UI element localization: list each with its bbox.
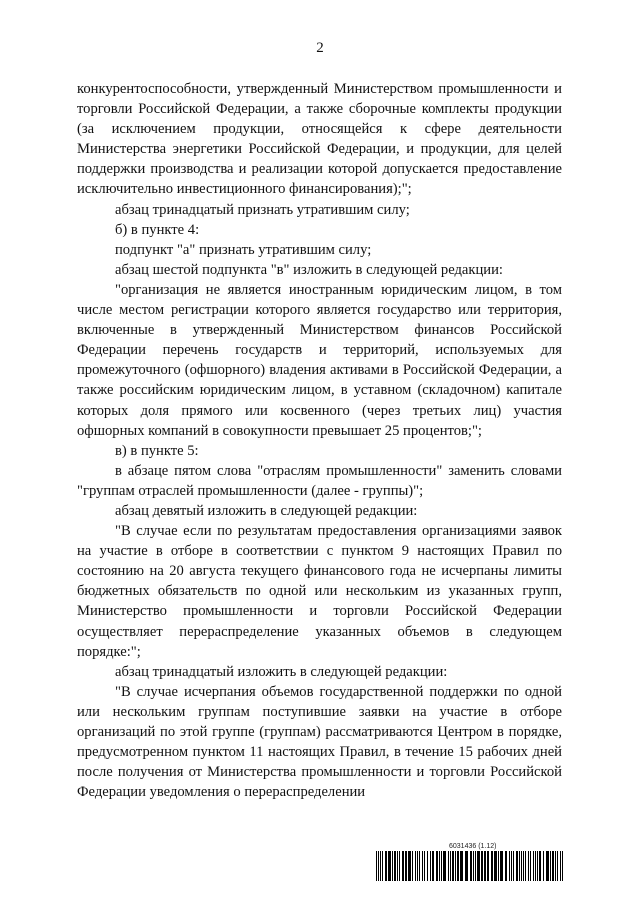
- paragraph: в абзаце пятом слова "отраслям промышленности" заменить словами "группам отраслей промышленности (далее - группы)";: [77, 462, 562, 499]
- paragraph: "В случае исчерпания объемов государственной поддержки по одной или нескольким группам поступившие заявки на участие в отборе организаций по этой группе (группам) рассматриваются Центром в порядке, предусмотренном пунктом 11 настоящих Правил, в течение 15 рабочих дней после получения от Министерства промышленности и торговли Российской Федерации уведомления о перераспределении: [77, 683, 562, 801]
- document-body: [77, 79, 562, 802]
- document-code: 6031436 (1.12): [449, 843, 497, 850]
- paragraph: в) в пункте 5:: [115, 442, 199, 459]
- paragraph: абзац тринадцатый изложить в следующей редакции:: [115, 663, 448, 680]
- barcode-image: [376, 851, 566, 881]
- paragraph: абзац тринадцатый признать утратившим силу;: [115, 201, 410, 218]
- paragraph: конкурентоспособности, утвержденный Министерством промышленности и торговли Российской Федерации, а также сборочные комплекты продукции (за исключением продукции, относящейся к сфере деятельности Министерства энергетики Российской Федерации, и продукции, для целей поддержки производства и реализации которой допускается предоставление исключительно инвестиционного финансирования);";: [77, 81, 562, 198]
- paragraph: "В случае если по результатам предоставления организациями заявок на участие в отборе в соответствии с пунктом 9 настоящих Правил по состоянию на 20 августа текущего финансового года не исчерпаны лимиты бюджетных обязательств по одной или нескольким из указанных групп, Министерство промышленности и торговли Российской Федерации осуществляет перераспределение указанных объемов в следующем порядке:";: [77, 523, 562, 660]
- page-number: 2: [316, 40, 324, 56]
- paragraph: "организация не является иностранным юридическим лицом, в том числе местом регистрации которого является государство или территория, включенные в утвержденный Министерством финансов Российской Федерации перечень государств и территорий, используемых для промежуточного (офшорного) владения активами в Российской Федерации, а также российским юридическим лицом, в уставном (складочном) капитале которых доля прямого или косвенного (через третьих лиц) участия офшорных компаний в совокупности превышает 25 процентов;";: [77, 281, 562, 439]
- paragraph: подпункт "а" признать утратившим силу;: [115, 241, 372, 258]
- paragraph: б) в пункте 4:: [115, 221, 200, 238]
- paragraph: абзац девятый изложить в следующей редакции:: [115, 502, 418, 519]
- paragraph: абзац шестой подпункта "в" изложить в следующей редакции:: [115, 261, 503, 278]
